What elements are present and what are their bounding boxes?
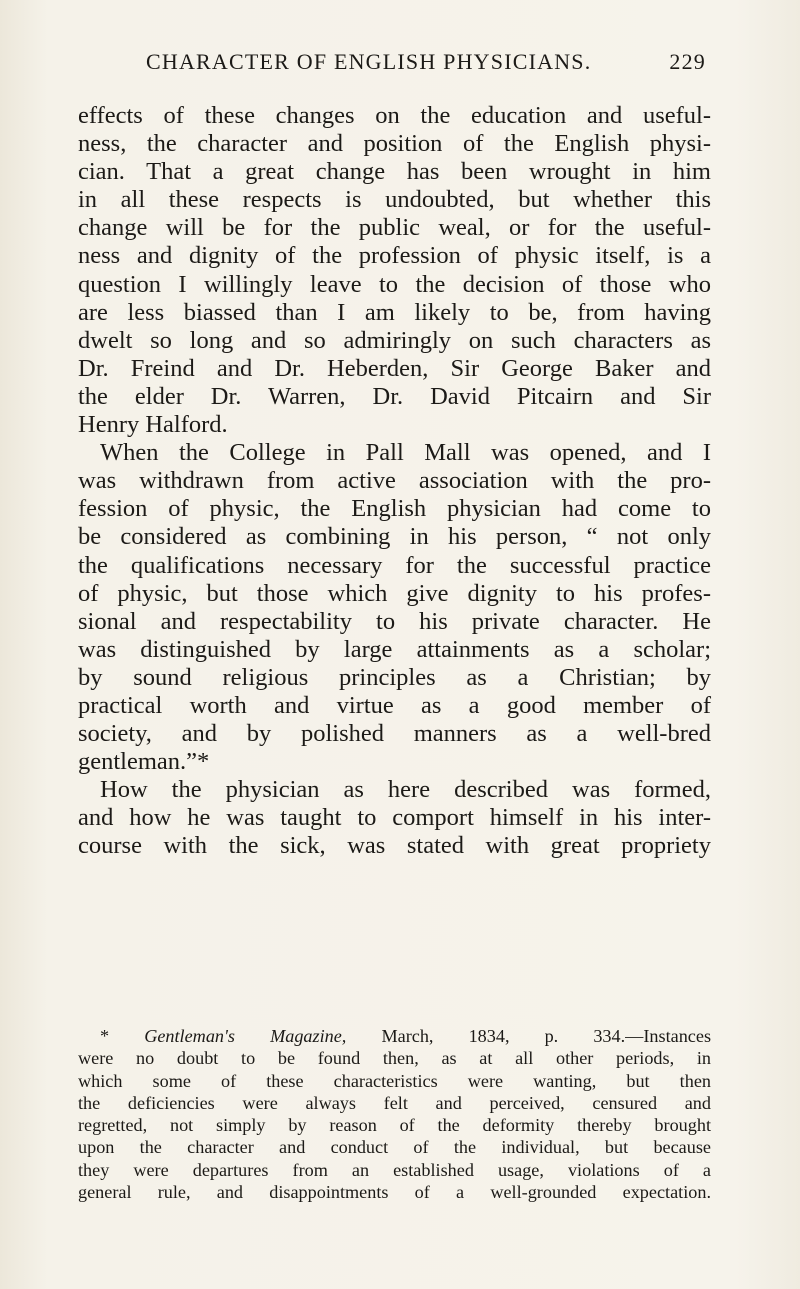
text-line: in all these respects is undoubted, but whether this [78,186,711,214]
footnote-line: general rule, and disappointments of a well-grounded expectation. [78,1182,711,1203]
text-line: When the College in Pall Mall was opened, and I [100,439,711,467]
body-text [78,102,711,861]
text-line: sional and respectability to his private character. He [78,607,711,635]
text-line: the qualifications necessary for the successful practice [78,551,711,579]
text-line: fession of physic, the English physician had come to [78,495,711,523]
running-head-title: CHARACTER OF ENGLISH PHYSICIANS. [146,49,592,74]
text-line: practical worth and virtue as a good member of [78,691,711,719]
text-line: of physic, but those which give dignity to his profes- [78,579,711,607]
text-line: and how he was taught to comport himself in his inter- [78,804,711,832]
footnote-line: upon the character and conduct of the individual, but because [78,1137,711,1158]
running-head [146,46,706,78]
footnote-line: regretted, not simply by reason of the deformity thereby brought [78,1115,711,1136]
footnote-line: the deficiencies were always felt and perceived, censured and [78,1092,711,1113]
text-line: are less biassed than I am likely to be, from having [78,298,711,326]
page-number: 229 [669,49,706,74]
text-line: gentleman.”* [78,748,210,776]
text-line: question I willingly leave to the decision of those who [78,270,711,298]
footnote-line: which some of these characteristics were wanting, but then [78,1070,711,1091]
footnote-line: were no doubt to be found then, as at all other periods, in [78,1048,711,1069]
text-line: be considered as combining in his person, “ not only [78,523,711,551]
footnote-source-detail: March, 1834, p. 334.—Instances [346,1026,712,1046]
text-line: was withdrawn from active association with the pro- [78,467,711,495]
text-line: the elder Dr. Warren, Dr. David Pitcairn and Sir [78,382,711,410]
text-line: effects of these changes on the education and useful- [78,102,711,129]
footnote-line: they were departures from an established usage, violations of a [78,1159,711,1180]
footnote-first-line [78,1025,711,1047]
text-line: Dr. Freind and Dr. Heberden, Sir George Baker and [78,354,711,382]
text-line: by sound religious principles as a Christian; by [78,663,711,691]
text-line: was distinguished by large attainments as a scholar; [78,635,711,663]
footnote-source-title: Gentleman's Magazine, [144,1026,347,1046]
text-line: cian. That a great change has been wrought in him [78,158,711,186]
footnote [78,1025,711,1203]
text-line: Henry Halford. [78,411,228,439]
text-line: change will be for the public weal, or for the useful- [78,214,711,242]
text-line: dwelt so long and so admiringly on such characters as [78,326,711,354]
text-line: ness, the character and position of the English physi- [78,130,711,158]
footnote-marker: * [100,1026,145,1046]
text-line: society, and by polished manners as a well-bred [78,720,711,748]
text-line: How the physician as here described was formed, [100,776,711,804]
text-line: course with the sick, was stated with great propriety [78,832,711,860]
text-line: ness and dignity of the profession of physic itself, is a [78,242,711,270]
